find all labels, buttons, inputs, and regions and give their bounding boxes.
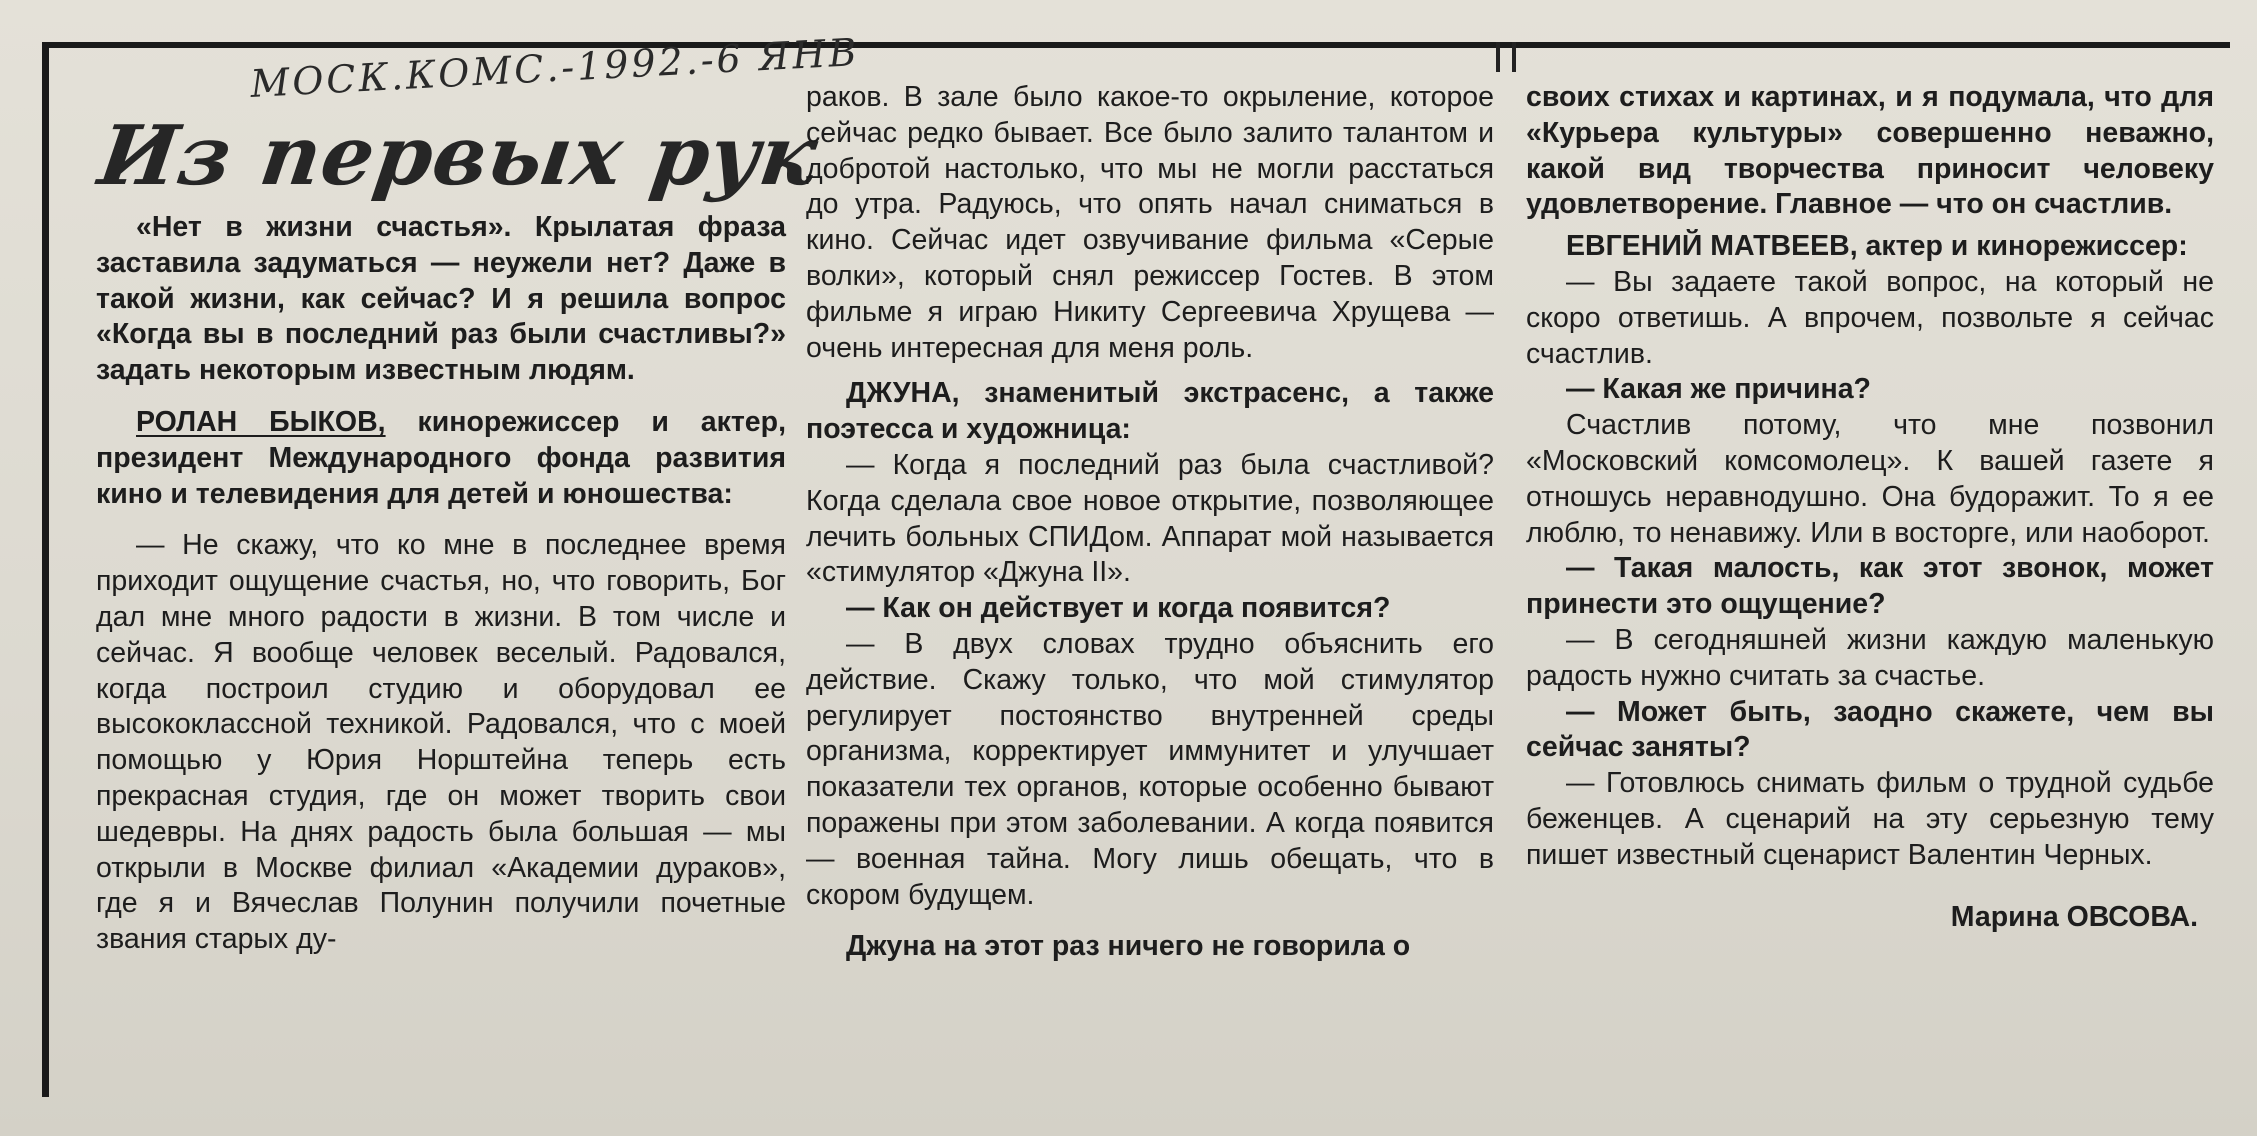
- answer-paragraph: — В двух словах трудно объяснить его действие. Скажу только, что мой стимулятор регулирует постоянство внутренней среды организма, корректирует иммунитет и улучшает показатели тех органов, которые особенно бывают поражены при этом заболевании. А когда появится — военная тайна. Могу лишь обещать, что в скором будущем.: [806, 627, 1494, 911]
- answer-paragraph: — Готовлюсь снимать фильм о трудной судьбе беженцев. А сценарий на эту серьезную тему пишет известный сценарист Валентин Черных.: [1526, 767, 2214, 871]
- answer-paragraph: раков. В зале было какое-то окрыление, которое сейчас редко бывает. Все было залито талантом и добротой настолько, что мы не могли расстаться до утра. Радуюсь, что опять начал сниматься в кино. Сейчас идет озвучивание фильма «Серые волки», который снял режиссер Гостев. В этом фильме я играю Никиту Сергеевича Хрущева — очень интересная для меня роль.: [806, 81, 1494, 364]
- interviewee-bykov: [96, 405, 786, 512]
- closing-paragraph: своих стихах и картинах, и я подумала, что для «Курьера культуры» совершенно неважно, какой вид творчества приносит человеку удовлетворение. Главное — что он счастлив.: [1526, 81, 2214, 221]
- answer-paragraph: — Не скажу, что ко мне в последнее время приходит ощущение счастья, но, что говорить, Бог дал мне много радости в жизни. В том числе и сейчас. Я вообще человек веселый. Радовался, когда построил студию и оборудовал ее высококлассной техникой. Радовался, что с моей помощью у Юрия Норштейна теперь есть прекрасная студия, где он может творить свои шедевры. На днях радость была большая — мы открыли в Москве филиал «Академии дураков», где я и Вячеслав Полунин получили почетные звания старых ду-: [96, 529, 786, 956]
- closing-paragraph: Джуна на этот раз ничего не говорила о: [846, 930, 1411, 963]
- answer-paragraph: — Вы задаете такой вопрос, на который не скоро ответишь. А впрочем, позвольте я сейчас счастлив.: [1526, 265, 2214, 370]
- author-signature: Марина ОВСОВА.: [1950, 900, 2198, 933]
- column-3: [1526, 80, 2214, 935]
- column-1: [96, 84, 786, 958]
- interviewee-name: РОЛАН БЫКОВ,: [136, 405, 386, 438]
- answer-paragraph: Счастлив потому, что мне позвонил «Московский комсомолец». К вашей газете я отношусь неравнодушно. Она будоражит. То я ее люблю, то ненавижу. Или в восторге, или наоборот.: [1526, 409, 2214, 549]
- lead-paragraph: «Нет в жизни счастья». Крылатая фраза заставила задуматься — неужели нет? Даже в такой жизни, как сейчас? И я решила вопрос «Когда вы в последний раз были счастливы?» задать некоторым известным людям.: [96, 211, 786, 387]
- column-rule: [1512, 42, 1516, 72]
- question-paragraph: — Какая же причина?: [1566, 373, 1871, 406]
- question-paragraph: — Может быть, заодно скажете, чем вы сейчас заняты?: [1526, 695, 2214, 764]
- question-paragraph: — Такая малость, как этот звонок, может принести это ощущение?: [1526, 552, 2214, 621]
- interviewee-djuna: ДЖУНА, знаменитый экстрасенс, а также поэтесса и художница:: [806, 377, 1494, 446]
- column-2: [806, 80, 1494, 965]
- question-paragraph: — Как он действует и когда появится?: [846, 592, 1391, 625]
- handwritten-source-note: МОСК.КОМС.-1992.-6 ЯНВ: [249, 30, 861, 106]
- answer-paragraph: — В сегодняшней жизни каждую маленькую радость нужно считать за счастье.: [1526, 623, 2214, 692]
- interviewee-description: кинорежиссер и актер, президент Международного фонда развития кино и телевидения для детей и юношества:: [96, 405, 786, 510]
- answer-paragraph: — Когда я последний раз была счастливой? Когда сделала свое новое открытие, позволяющее лечить больных СПИДом. Аппарат мой называется «стимулятор «Джуна II».: [806, 448, 1494, 589]
- column-rule: [1496, 42, 1500, 72]
- article-headline: Из первых рук: [93, 108, 824, 204]
- interviewee-matveev: ЕВГЕНИЙ МАТВЕЕВ, актер и кинорежиссер:: [1566, 230, 2188, 263]
